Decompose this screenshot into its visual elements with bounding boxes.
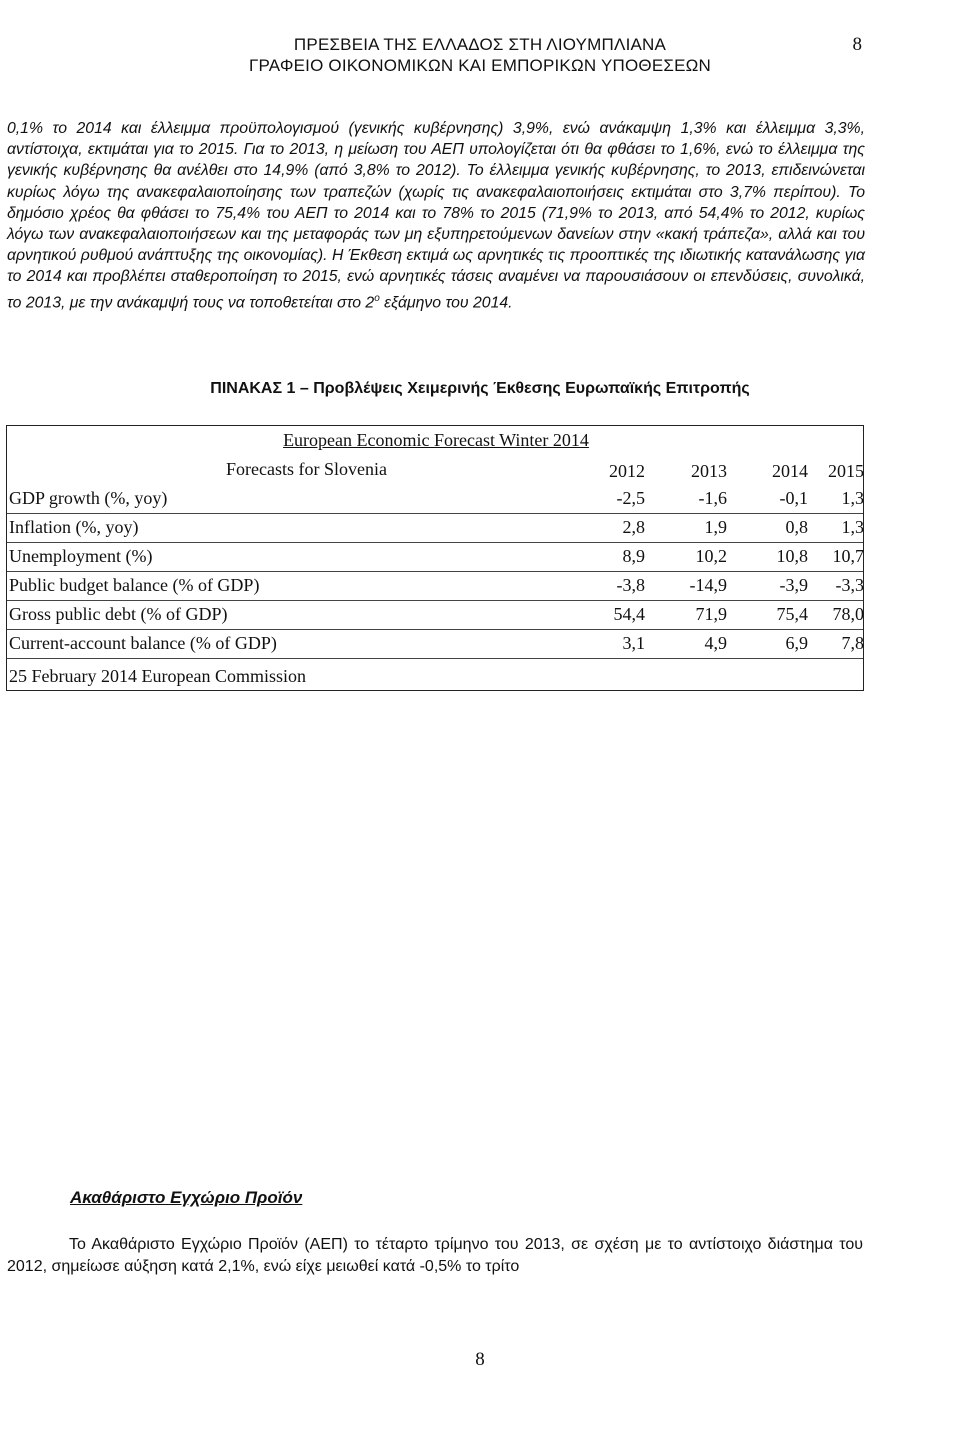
cell-value: 0,8 <box>785 517 808 537</box>
table-caption: ΠΙΝΑΚΑΣ 1 – Προβλέψεις Χειμερινής Έκθεσης Ευρωπαϊκής Επιτροπής <box>210 380 750 397</box>
cell-value: 1,9 <box>704 517 727 537</box>
table-row <box>7 602 863 630</box>
table-row <box>7 631 863 659</box>
row-label: Inflation (%, yoy) <box>9 517 139 537</box>
year-header: 2015 <box>828 461 864 481</box>
page-header <box>0 34 960 76</box>
cell-value: 1,3 <box>841 488 864 508</box>
year-header: 2014 <box>772 461 808 481</box>
cell-value: -3,3 <box>835 575 864 595</box>
table-row <box>7 544 863 572</box>
intro-superscript: ο <box>374 292 380 304</box>
intro-paragraph <box>7 118 865 313</box>
cell-value: 4,9 <box>704 633 727 653</box>
cell-value: 2,8 <box>622 517 645 537</box>
cell-value: -3,9 <box>779 575 808 595</box>
table-row <box>7 573 863 601</box>
forecast-header-label: Forecasts for Slovenia <box>226 459 387 479</box>
forecast-table-header <box>7 459 865 483</box>
table-source-note: 25 February 2014 European Commission <box>9 666 306 686</box>
cell-value: 71,9 <box>695 604 727 624</box>
footer-page-number: 8 <box>475 1349 485 1370</box>
cell-value: 10,8 <box>776 546 808 566</box>
gdp-paragraph <box>7 1234 863 1278</box>
cell-value: 3,1 <box>622 633 645 653</box>
year-header: 2013 <box>691 461 727 481</box>
cell-value: 8,9 <box>622 546 645 566</box>
cell-value: 6,9 <box>785 633 808 653</box>
header-page-number: 8 <box>852 34 862 55</box>
intro-text-part1: 0,1% το 2014 και έλλειμμα προϋπολογισμού (γενικής κυβέρνησης) 3,9%, ενώ ανάκαμψη 1,3% και έλλειμμα 3,3%, αντίστοιχα, εκτιμάται για το 2015. Για το 2013, η μείωση του ΑΕΠ υπολογίζεται ότι θα φθάσει το 1,6%, ενώ το έλλειμμα της γενικής κυβέρνησης θα ανέλθει στο 14,9% (από 3,8% το 2012). Το έλλειμμα γενικής κυβέρνησης, το 2013, επιδεινώνεται κυρίως λόγω της ανακεφαλαιοποίησης των τραπεζών (χωρίς τις ανακεφαλαιοποιήσεις εκτιμάται στο 3,7% περίπου). Το δημόσιο χρέος θα φθάσει το 75,4% του ΑΕΠ το 2014 και το 78% το 2015 (71,9% το 2013, από 54,4% το 2012, κυρίως λόγω των ανακεφαλαιοποιήσεων και της μεταφοράς των μη εξυπηρετούμενων δανείων στην «κακή τράπεζα», αλλά και του αρνητικού ρυθμού ανάπτυξης της οικονομίας). Η Έκθεση εκτιμά ως αρνητικές τις προοπτικές της ιδιωτικής κατανάλωσης για το 2014 και προβλέπει σταθεροποίηση το 2015, ενώ αρνητικές τάσεις αναμένει να παρουσιάσουν οι επενδύσεις, συνολικά, το 2013, με την ανάκαμψή τους να τοποθετείται στο 2 <box>7 120 865 311</box>
gdp-paragraph-text: Το Ακαθάριστο Εγχώριο Προϊόν (ΑΕΠ) το τέταρτο τρίμηνο του 2013, σε σχέση με το αντίστοιχο διάστημα του 2012, σημείωσε αύξηση κατά 2,1%, ενώ είχε μειωθεί κατά -0,5% το τρίτο <box>7 1236 863 1275</box>
cell-value: 1,3 <box>841 517 864 537</box>
cell-value: -0,1 <box>779 488 808 508</box>
row-label: Current-account balance (% of GDP) <box>9 633 277 653</box>
cell-value: 10,2 <box>695 546 727 566</box>
forecast-table <box>6 425 864 691</box>
cell-value: 78,0 <box>832 604 864 624</box>
row-label: Gross public debt (% of GDP) <box>9 604 228 624</box>
cell-value: 54,4 <box>613 604 645 624</box>
cell-value: -2,5 <box>616 488 645 508</box>
row-label: GDP growth (%, yoy) <box>9 488 168 508</box>
cell-value: 10,7 <box>832 546 864 566</box>
forecast-table-title: European Economic Forecast Winter 2014 <box>283 430 589 450</box>
cell-value: -1,6 <box>698 488 727 508</box>
row-label: Public budget balance (% of GDP) <box>9 575 260 595</box>
cell-value: 7,8 <box>841 633 864 653</box>
header-office-title: ΓΡΑΦΕΙΟ ΟΙΚΟΝΟΜΙΚΩΝ ΚΑΙ ΕΜΠΟΡΙΚΩΝ ΥΠΟΘΕΣΕΩΝ <box>248 56 712 75</box>
table-row <box>7 515 863 543</box>
cell-value: -14,9 <box>689 575 727 595</box>
gdp-section-heading: Ακαθάριστο Εγχώριο Προϊόν <box>70 1188 303 1207</box>
header-embassy-title: ΠΡΕΣΒΕΙΑ ΤΗΣ ΕΛΛΑΔΟΣ ΣΤΗ ΛΙΟΥΜΠΛΙΑΝΑ <box>293 35 667 54</box>
cell-value: -3,8 <box>616 575 645 595</box>
intro-text-part2: εξάμηνο του 2014. <box>379 293 513 311</box>
row-label: Unemployment (%) <box>9 546 153 566</box>
year-header: 2012 <box>609 461 645 481</box>
cell-value: 75,4 <box>776 604 808 624</box>
table-row <box>7 486 863 514</box>
